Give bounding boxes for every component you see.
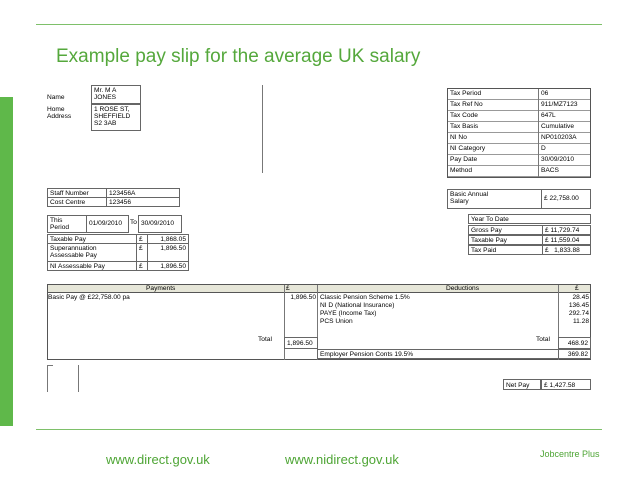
salary-label: [447, 189, 542, 209]
period-from: 01/09/2010: [86, 215, 129, 233]
footer-link-direct[interactable]: www.direct.gov.uk: [106, 452, 210, 467]
tax-info-label: Method: [448, 166, 538, 177]
period-label: [47, 215, 87, 233]
payments-total-value: 1,896.50: [284, 337, 318, 349]
address-line-2: SHEFFIELD: [94, 113, 131, 121]
lower-left-hline: [47, 365, 53, 366]
footer-link-nidirect[interactable]: www.nidirect.gov.uk: [285, 452, 399, 467]
address-label-line-2: Address: [47, 113, 72, 121]
deduction-label: PCS Union: [320, 318, 353, 325]
ytd-value: £ 1,833.88: [542, 245, 591, 255]
pay-item-label: [47, 243, 137, 262]
bottom-divider: [36, 429, 602, 430]
ytd-label: Tax Paid: [468, 245, 543, 255]
tax-info-value: 06: [539, 89, 590, 100]
staff-number-label: Staff Number: [47, 188, 107, 198]
pay-item-label-line: Superannuation: [50, 245, 97, 252]
deductions-total-value: 468.92: [558, 337, 591, 349]
deduction-value: 11.28: [572, 318, 589, 325]
payments-currency-header: £: [286, 285, 290, 292]
ytd-header: Year To Date: [468, 214, 591, 224]
name-line-1: Mr. M A: [94, 87, 117, 94]
pay-item-label-line: Taxable Pay: [50, 236, 86, 243]
tax-info-value: 647L: [539, 111, 590, 122]
lower-left-mark-2: [78, 365, 79, 392]
payments-total-label: Total: [258, 336, 272, 343]
salary-label-line-1: Basic Annual: [450, 191, 489, 198]
address-line-1: 1 ROSE ST,: [94, 106, 130, 113]
pay-item-label: [47, 261, 137, 271]
net-pay-value: £ 1,427.58: [541, 379, 591, 390]
payments-header: Payments: [146, 285, 176, 292]
deductions-currency-header: £: [575, 285, 579, 292]
slide-title: Example pay slip for the average UK salary: [56, 46, 421, 67]
tax-info-value: 30/09/2010: [539, 155, 590, 166]
address-line-3: S2 3AB: [94, 120, 117, 128]
employer-pension-label: Employer Pension Conts 19.5%: [317, 349, 559, 359]
tax-info-label: Tax Period: [448, 89, 538, 100]
payment-item-label: Basic Pay @ £22,758.00 pa: [48, 294, 130, 301]
name-value: [91, 85, 141, 104]
tax-info-value: NP010203A: [539, 133, 590, 144]
address-label-line-1: Home: [47, 106, 65, 113]
tax-info-value: 911/MZ7123: [539, 100, 590, 111]
ytd-label: Gross Pay: [468, 225, 543, 235]
ytd-value: £ 11,559.04: [542, 235, 591, 245]
pay-item-value: 1,896.50: [147, 243, 189, 262]
left-accent-bar: [0, 97, 13, 426]
period-label-line-1: This: [50, 217, 63, 224]
deduction-label: Classic Pension Scheme 1.5%: [320, 294, 410, 301]
period-to: 30/09/2010: [138, 215, 182, 233]
deduction-label: PAYE (Income Tax): [320, 310, 377, 317]
deduction-value: 292.74: [568, 310, 589, 317]
deduction-value: 28.45: [572, 294, 589, 301]
pay-item-label-line: Assessable Pay: [50, 252, 97, 260]
address-value: [91, 104, 141, 131]
ytd-value: £ 11,729.74: [542, 225, 591, 235]
pay-item-currency: £: [136, 243, 148, 262]
pay-item-value: 1,868.05: [147, 234, 189, 244]
salary-value: £ 22,758.00: [541, 189, 591, 209]
ytd-label: Taxable Pay: [468, 235, 543, 245]
tax-info-label: Tax Ref No: [448, 100, 538, 111]
pay-item-currency: £: [136, 234, 148, 244]
salary-label-line-2: Salary: [450, 198, 469, 206]
tax-info-value: BACS: [539, 166, 590, 177]
deduction-label: NI D (National Insurance): [320, 302, 395, 309]
address-label: [47, 106, 71, 120]
pay-item-label-line: NI Assessable Pay: [50, 263, 105, 270]
tax-info-label: Tax Basis: [448, 122, 538, 133]
pay-slip: [44, 82, 592, 402]
net-pay-label: Net Pay: [503, 379, 541, 390]
employer-pension-value: 369.82: [558, 349, 591, 359]
tax-info-value: D: [539, 144, 590, 155]
period-label-line-2: Period: [50, 224, 70, 232]
deductions-header: Deductions: [446, 285, 479, 292]
tax-info-label: NI Category: [448, 144, 538, 155]
tax-info-label: Tax Code: [448, 111, 538, 122]
lower-left-mark: [47, 365, 48, 392]
top-divider: [36, 24, 602, 25]
staff-number-value: 123456A: [106, 188, 180, 198]
cost-centre-label: Cost Centre: [47, 197, 107, 207]
deduction-value: 136.45: [568, 302, 589, 309]
cost-centre-value: 123456: [106, 197, 180, 207]
tax-info-label: NI No: [448, 133, 538, 144]
name-divider: [262, 85, 263, 173]
pay-item-value: 1,896.50: [147, 261, 189, 271]
tax-info-label: Pay Date: [448, 155, 538, 166]
pay-item-currency: £: [136, 261, 148, 271]
period-to-label: To: [130, 219, 137, 226]
payment-item-value: 1,896.50: [290, 294, 316, 301]
name-label: Name: [47, 94, 65, 101]
footer-brand: Jobcentre Plus: [540, 449, 600, 459]
deductions-total-label: Total: [536, 336, 550, 343]
tax-info-value: Cumulative: [539, 122, 590, 133]
name-line-2: JONES: [94, 94, 116, 102]
